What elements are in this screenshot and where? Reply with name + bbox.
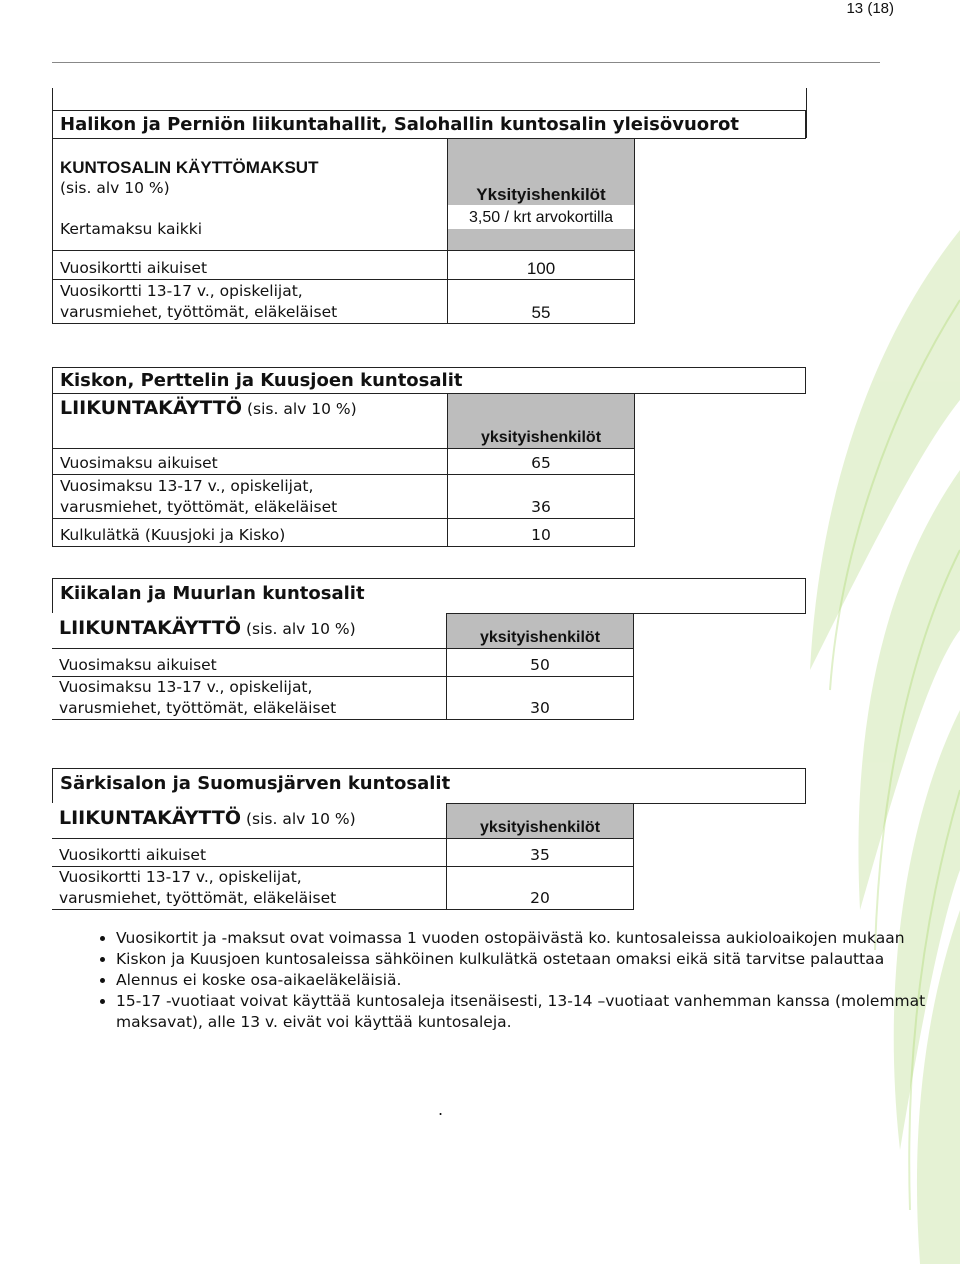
- section3-row2-label2: varusmiehet, työttömät, eläkeläiset: [59, 699, 337, 717]
- section3-row2-label1: Vuosimaksu 13-17 v., opiskelijat,: [59, 678, 313, 696]
- section3-column-header: yksityishenkilöt: [447, 614, 634, 649]
- section3-title: Kiikalan ja Muurlan kuntosalit: [60, 583, 365, 604]
- section3-heading: LIIKUNTAKÄYTTÖ: [59, 616, 242, 639]
- section2-vat: (sis. alv 10 %): [246, 400, 357, 418]
- section2-fee-table: [52, 393, 635, 547]
- section1-header-value-cell: [448, 139, 635, 251]
- section4-row2-label2: varusmiehet, työttömät, eläkeläiset: [59, 889, 337, 907]
- section4-row1-value: 35: [447, 839, 634, 867]
- section3-fee-table: [52, 613, 634, 720]
- section2-row3-label: Kulkulätkä (Kuusjoki ja Kisko): [53, 519, 448, 547]
- note-item: • Vuosikortit ja -maksut ovat voimassa 1 vuoden ostopäivästä ko. kuntosaleissa aukioloaikojen mukaan: [116, 928, 956, 949]
- footer-mark: .: [438, 1100, 444, 1119]
- section2-row2-value: 36: [448, 475, 635, 519]
- notes-list: [66, 928, 956, 1033]
- section1-title-box: [52, 110, 806, 139]
- section3-row1-value: 50: [447, 649, 634, 677]
- section1-row3-label2: varusmiehet, työttömät, eläkeläiset: [60, 303, 338, 321]
- section2-heading: LIIKUNTAKÄYTTÖ: [60, 397, 243, 419]
- section2-row1-value: 65: [448, 449, 635, 475]
- section3-row2-value: 30: [447, 677, 634, 720]
- section3-row2-label-cell: [52, 677, 447, 720]
- section2-header-cell: [53, 394, 448, 449]
- section4-title-box: [52, 768, 806, 804]
- note-item: • Alennus ei koske osa-aikaeläkeläisiä.: [116, 970, 956, 991]
- note-item: • 15-17 -vuotiaat voivat käyttää kuntosaleja itsenäisesti, 13-14 –vuotiaat vanhemman kanssa (molemmat maksavat), alle 13 v. eivät voi käyttää kuntosaleja.: [116, 991, 956, 1033]
- decorative-leaf-graphic: [760, 150, 960, 1264]
- section2-row2-label2: varusmiehet, työttömät, eläkeläiset: [60, 498, 338, 516]
- section1-row2-value: 100: [448, 251, 635, 280]
- section4-row2-label1: Vuosikortti 13-17 v., opiskelijat,: [59, 868, 302, 886]
- section1-header-cell: [53, 139, 448, 251]
- section2-title-box: [52, 367, 806, 394]
- section2-row3-value: 10: [448, 519, 635, 547]
- section4-row2-value: 20: [447, 867, 634, 910]
- section1-title: Halikon ja Perniön liikuntahallit, Salohallin kuntosalin yleisövuorot: [60, 114, 739, 135]
- section1-column-header: Yksityishenkilöt: [476, 185, 606, 204]
- section2-row2-label-cell: [53, 475, 448, 519]
- page-number: 13 (18): [846, 0, 894, 17]
- section4-vat: (sis. alv 10 %): [245, 809, 356, 828]
- section1-heading: KUNTOSALIN KÄYTTÖMAKSUT: [60, 158, 319, 177]
- section1-row2-label: Vuosikortti aikuiset: [53, 251, 448, 280]
- section1-fee-table: [52, 138, 635, 324]
- section4-title: Särkisalon ja Suomusjärven kuntosalit: [60, 773, 451, 794]
- section4-header-cell: [52, 804, 447, 839]
- section1-row1-label: Kertamaksu kaikki: [60, 220, 203, 238]
- section3-title-box: [52, 578, 806, 614]
- note-item: • Kiskon ja Kuusjoen kuntosaleissa sähköinen kulkulätkä ostetaan omaksi eikä sitä tarvitse palauttaa: [116, 949, 956, 970]
- section1-row1-value: 3,50 / krt arvokortilla: [447, 205, 635, 229]
- section4-heading: LIIKUNTAKÄYTTÖ: [59, 806, 242, 829]
- section4-row1-label: Vuosikortti aikuiset: [52, 839, 447, 867]
- section1-row3-label-cell: [53, 280, 448, 324]
- section4-column-header: yksityishenkilöt: [447, 804, 634, 839]
- header-rule: [52, 62, 880, 63]
- section2-row1-label: Vuosimaksu aikuiset: [53, 449, 448, 475]
- frame-line-right: [806, 88, 807, 138]
- section2-title: Kiskon, Perttelin ja Kuusjoen kuntosalit: [60, 370, 463, 391]
- section1-vat: (sis. alv 10 %): [60, 179, 170, 197]
- section1-row3-label1: Vuosikortti 13-17 v., opiskelijat,: [60, 282, 303, 300]
- section3-header-cell: [52, 614, 447, 649]
- section4-fee-table: [52, 803, 634, 910]
- section2-row2-label1: Vuosimaksu 13-17 v., opiskelijat,: [60, 477, 314, 495]
- section2-column-header: yksityishenkilöt: [448, 394, 635, 449]
- section4-row2-label-cell: [52, 867, 447, 910]
- section3-vat: (sis. alv 10 %): [245, 619, 356, 638]
- section3-row1-label: Vuosimaksu aikuiset: [52, 649, 447, 677]
- section1-row3-value: 55: [448, 280, 635, 324]
